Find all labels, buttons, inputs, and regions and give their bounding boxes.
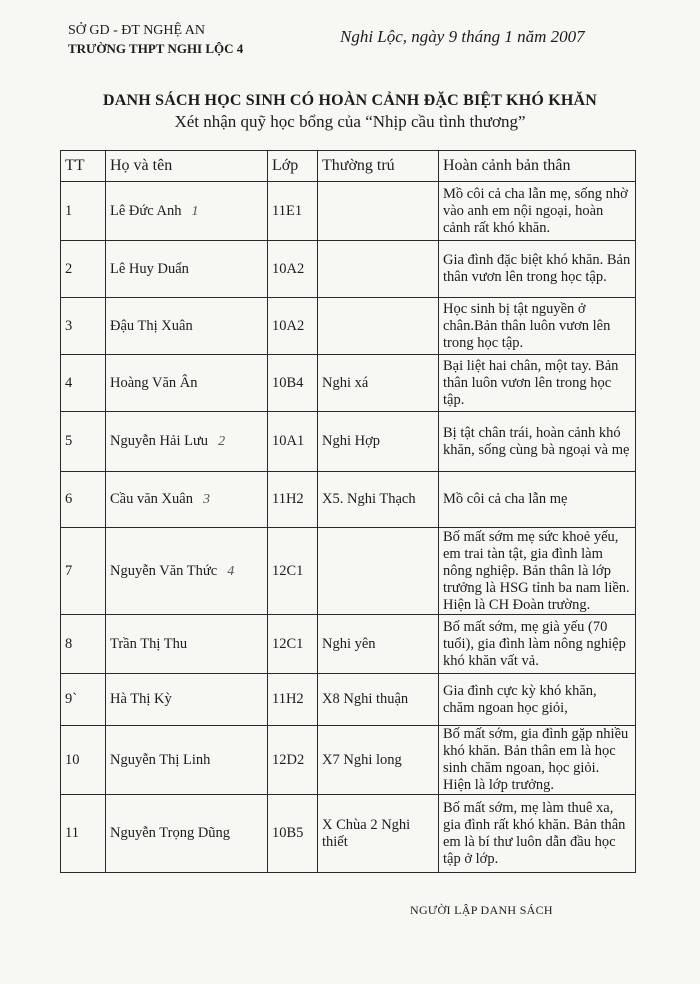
row-number: 5 <box>61 412 106 472</box>
student-name-cell <box>106 472 268 528</box>
row-number: 1 <box>61 182 106 241</box>
circumstance-cell: Mồ côi cả cha lẫn mẹ, sống nhờ vào anh em nội ngoại, hoàn cảnh rất khó khăn. <box>439 182 636 241</box>
table-row <box>61 528 636 615</box>
student-name: Nguyễn Trọng Dũng <box>110 825 231 841</box>
circumstance-cell: Bại liệt hai chân, một tay. Bản thân luôn vươn lên trong học tập. <box>439 355 636 412</box>
student-name: Nguyễn Văn Thức <box>110 562 218 579</box>
row-number: 2 <box>61 241 106 298</box>
residence-cell <box>318 528 439 615</box>
organization-header <box>68 22 243 58</box>
residence-cell <box>318 241 439 298</box>
student-name-cell <box>106 355 268 412</box>
header-circumstance: Hoàn cảnh bản thân <box>439 151 636 182</box>
class-cell: 11H2 <box>268 472 318 528</box>
student-name-cell <box>106 674 268 726</box>
table-row <box>61 355 636 412</box>
class-cell: 10A2 <box>268 298 318 355</box>
table-row <box>61 674 636 726</box>
class-cell: 11E1 <box>268 182 318 241</box>
circumstance-cell: Gia đình cực kỳ khó khăn, chăm ngoan học giỏi, <box>439 674 636 726</box>
circumstance-cell: Bị tật chân trái, hoàn cảnh khó khăn, sống cùng bà ngoại và mẹ <box>439 412 636 472</box>
handwritten-mark: 1 <box>191 203 199 219</box>
header-name: Họ và tên <box>106 151 268 182</box>
student-name: Nguyễn Thị Linh <box>110 751 211 768</box>
row-number: 7 <box>61 528 106 615</box>
student-table <box>60 150 636 873</box>
student-name-cell <box>106 726 268 795</box>
student-name-cell <box>106 241 268 298</box>
row-number: 6 <box>61 472 106 528</box>
student-name-cell <box>106 412 268 472</box>
circumstance-cell: Mồ côi cả cha lẫn mẹ <box>439 472 636 528</box>
student-name-cell <box>106 528 268 615</box>
student-name-cell <box>106 182 268 241</box>
document-subtitle: Xét nhận quỹ học bổng của “Nhịp cầu tình thương” <box>174 112 526 131</box>
student-name-cell <box>106 615 268 674</box>
class-cell: 12C1 <box>268 615 318 674</box>
department-name: SỞ GD - ĐT NGHỆ AN <box>68 23 206 38</box>
residence-cell: X Chùa 2 Nghi thiết <box>318 795 439 873</box>
header-residence: Thường trú <box>318 151 439 182</box>
student-name: Hà Thị Kỳ <box>110 691 172 707</box>
circumstance-cell: Bố mất sớm, mẹ làm thuê xa, gia đình rất khó khăn. Bản thân em là bí thư luôn dẫn đầu học tập ở lớp. <box>439 795 636 873</box>
class-cell: 10A2 <box>268 241 318 298</box>
class-cell: 10B4 <box>268 355 318 412</box>
residence-cell: X7 Nghi long <box>318 726 439 795</box>
circumstance-cell: Bố mất sớm mẹ sức khoẻ yếu, em trai tàn tật, gia đình làm nông nghiệp. Bản thân là lớp trưởng là HSG tỉnh ba nam liền. Hiện là CH Đoàn trường. <box>439 528 636 615</box>
circumstance-cell: Bố mất sớm, gia đình gặp nhiều khó khăn. Bản thân em là học sinh chăm ngoan, học giỏi. Hiện là lớp trưởng. <box>439 726 636 795</box>
class-cell: 10A1 <box>268 412 318 472</box>
student-name: Cầu văn Xuân <box>110 491 193 507</box>
table-row <box>61 241 636 298</box>
row-number: 10 <box>61 726 106 795</box>
student-name: Hoàng Văn Ân <box>110 374 198 391</box>
residence-cell: Nghi xá <box>318 355 439 412</box>
table-row <box>61 795 636 873</box>
handwritten-mark: 4 <box>227 563 235 579</box>
date-line: Nghi Lộc, ngày 9 tháng 1 năm 2007 <box>340 27 585 46</box>
residence-cell: X5. Nghi Thạch <box>318 472 439 528</box>
student-name: Nguyễn Hải Lưu <box>110 433 209 449</box>
circumstance-cell: Gia đình đặc biệt khó khăn. Bản thân vươn lên trong học tập. <box>439 241 636 298</box>
student-name: Lê Đức Anh <box>110 202 182 219</box>
table-row <box>61 472 636 528</box>
student-name-cell <box>106 795 268 873</box>
class-cell: 10B5 <box>268 795 318 873</box>
row-number: 4 <box>61 355 106 412</box>
handwritten-mark: 3 <box>202 492 210 507</box>
document-title: DANH SÁCH HỌC SINH CÓ HOÀN CẢNH ĐẶC BIỆT KHÓ KHĂN <box>103 92 597 109</box>
student-name: Trần Thị Thu <box>110 635 188 652</box>
row-number: 8 <box>61 615 106 674</box>
circumstance-cell: Bố mất sớm, mẹ già yếu (70 tuổi), gia đình làm nông nghiệp khó khăn vất vả. <box>439 615 636 674</box>
residence-cell: Nghi yên <box>318 615 439 674</box>
table-row <box>61 412 636 472</box>
residence-cell: Nghi Hợp <box>318 412 439 472</box>
row-number: 3 <box>61 298 106 355</box>
class-cell: 12D2 <box>268 726 318 795</box>
student-name: Đậu Thị Xuân <box>110 317 193 334</box>
header-class: Lớp <box>268 151 318 182</box>
student-name: Lê Huy Duẩn <box>110 260 189 277</box>
residence-cell <box>318 298 439 355</box>
school-name: TRƯỜNG THPT NGHI LỘC 4 <box>68 41 244 56</box>
row-number: 9` <box>61 674 106 726</box>
header-tt: TT <box>61 151 106 182</box>
residence-cell <box>318 182 439 241</box>
circumstance-cell: Học sinh bị tật nguyền ở chân.Bản thân luôn vươn lên trong học tập. <box>439 298 636 355</box>
table-row <box>61 298 636 355</box>
residence-cell: X8 Nghi thuận <box>318 674 439 726</box>
table-row <box>61 615 636 674</box>
table-body <box>61 182 636 873</box>
class-cell: 12C1 <box>268 528 318 615</box>
student-name-cell <box>106 298 268 355</box>
row-number: 11 <box>61 795 106 873</box>
table-row <box>61 182 636 241</box>
table-header-row <box>61 151 636 182</box>
class-cell: 11H2 <box>268 674 318 726</box>
handwritten-mark: 2 <box>218 434 226 449</box>
signer-label: NGƯỜI LẬP DANH SÁCH <box>410 903 553 917</box>
table-row <box>61 726 636 795</box>
